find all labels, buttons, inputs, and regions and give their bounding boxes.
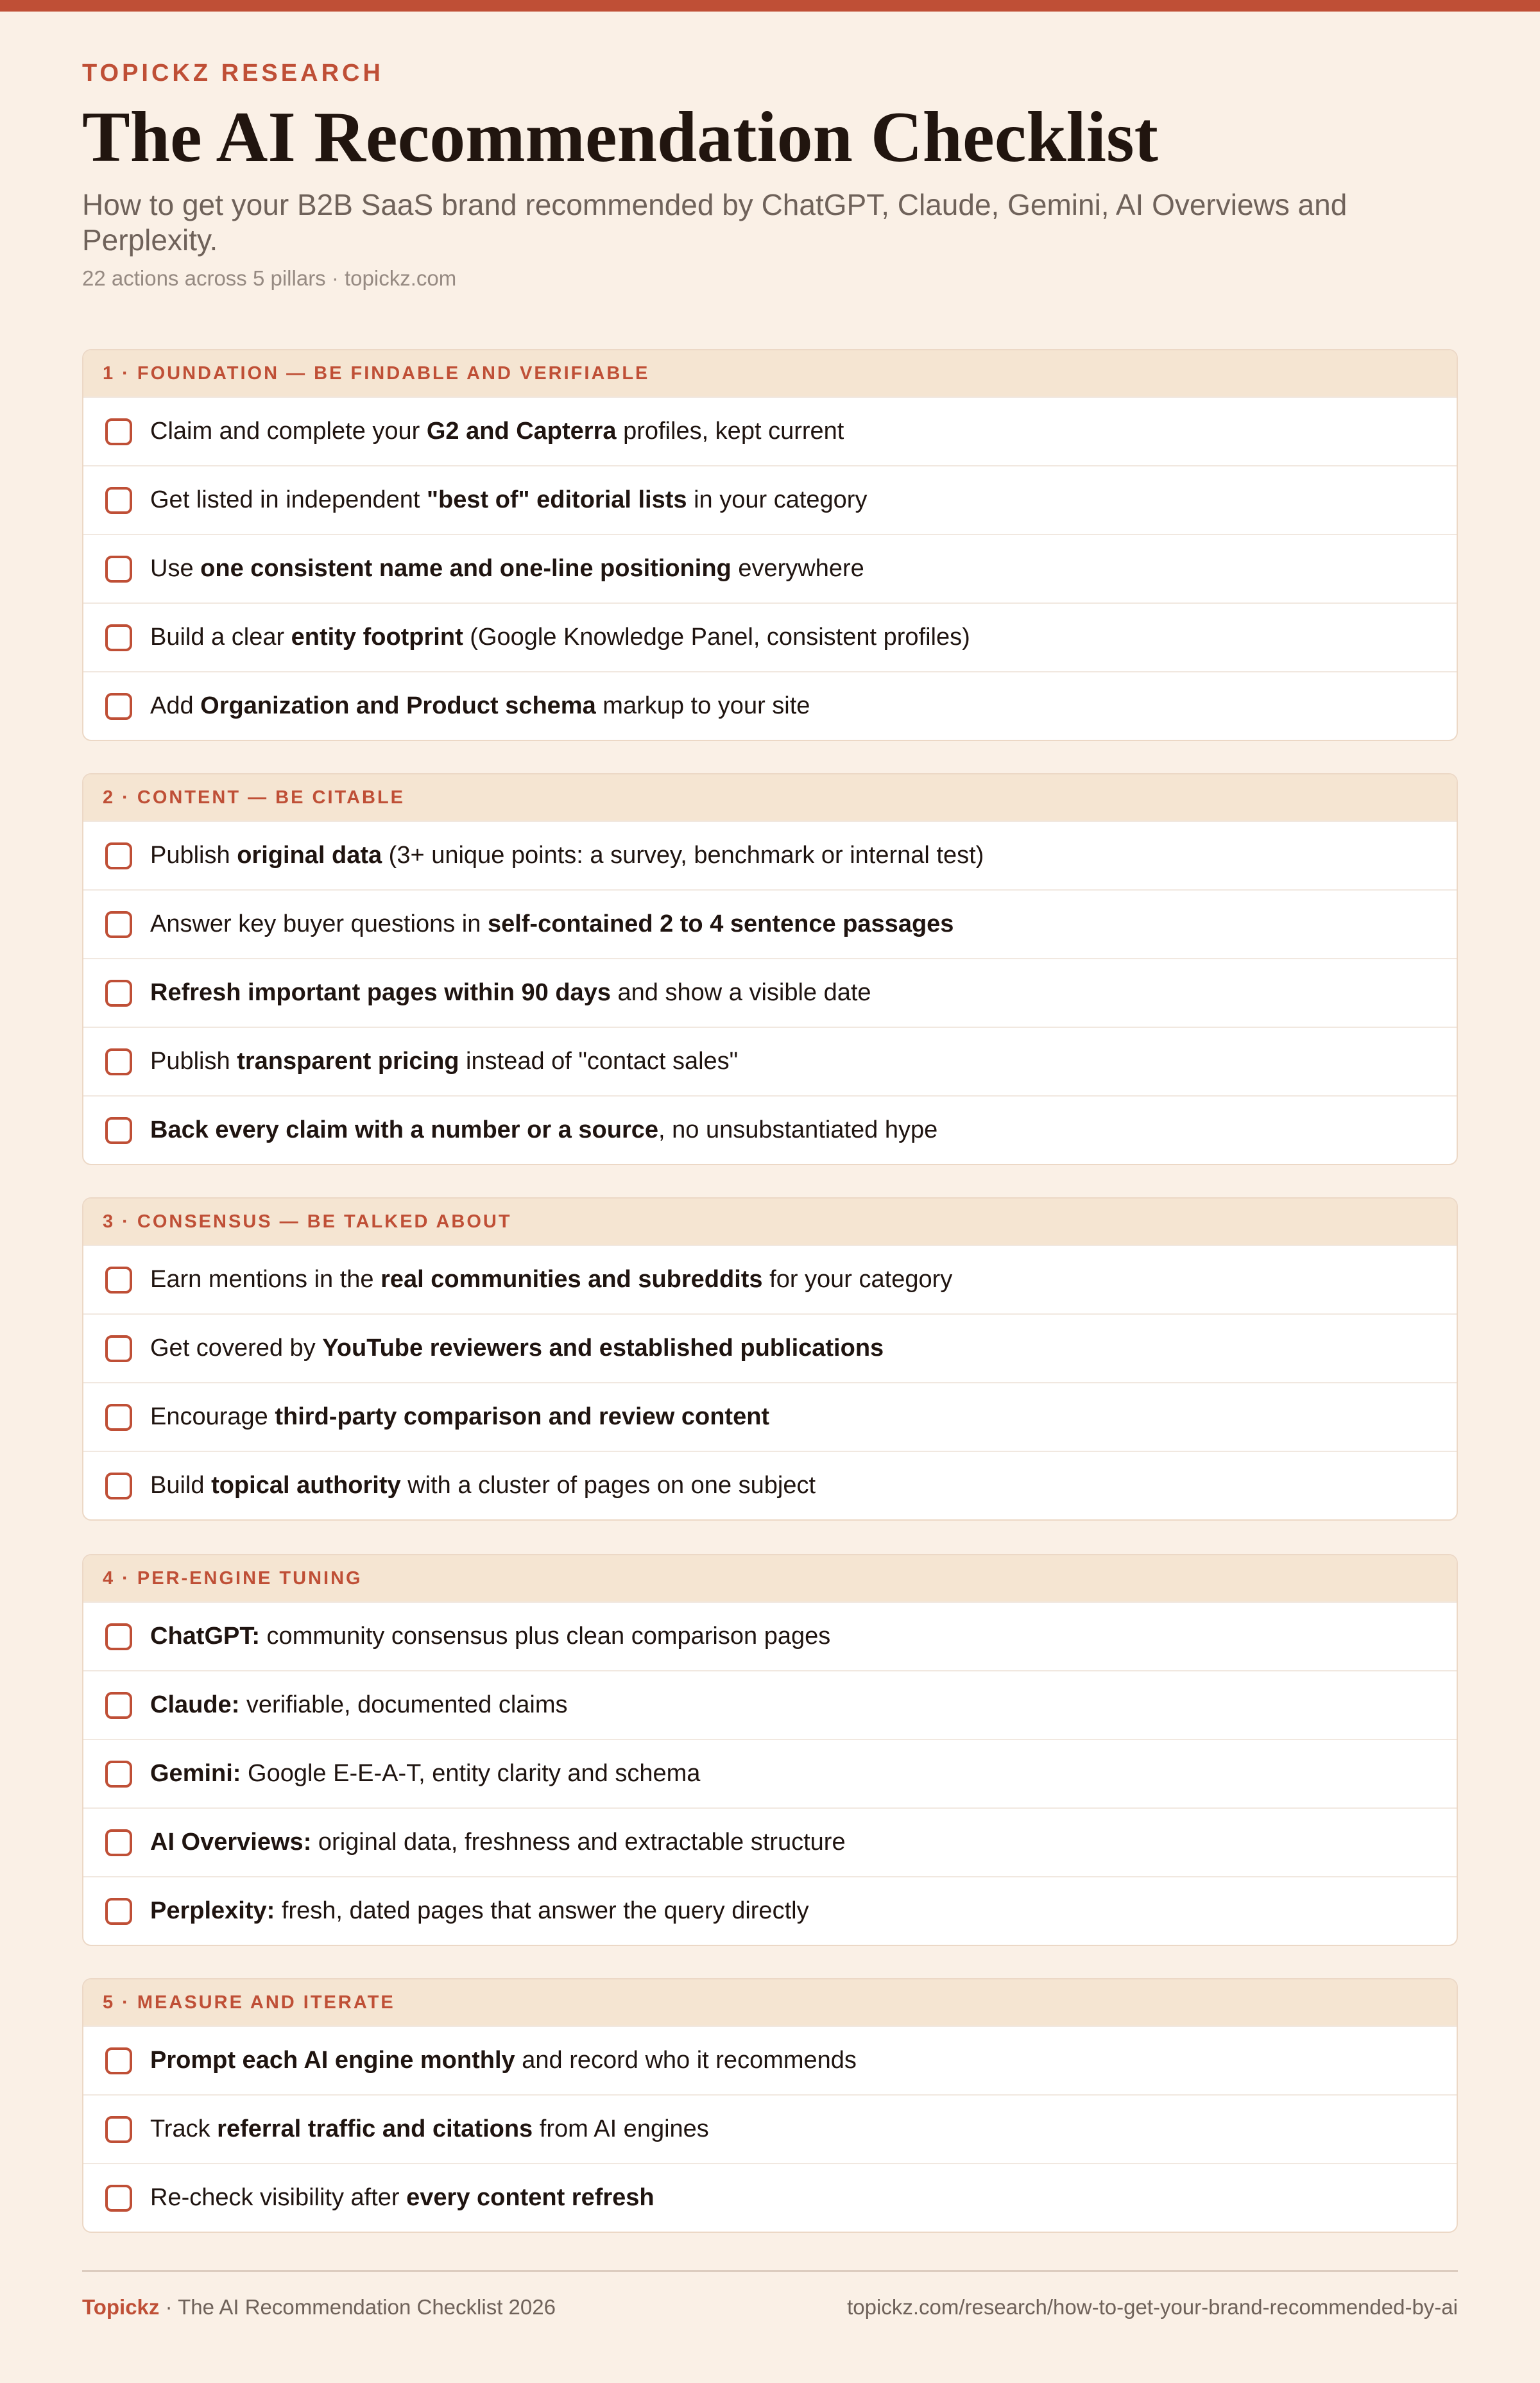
item-text-emphasis: every content refresh [406,2184,654,2211]
checklist-item[interactable] [83,821,1457,889]
checkbox[interactable] [105,487,132,514]
checklist-item[interactable] [83,958,1457,1027]
checkbox[interactable] [105,693,132,720]
checklist-section [82,1978,1458,2233]
item-text-post: , no unsubstantiated hype [658,1116,938,1143]
page-title: The AI Recommendation Checklist [82,98,1158,177]
checklist-item-text [150,1472,816,1499]
item-text-post: instead of "contact sales" [459,1048,739,1075]
item-text-pre: Earn mentions in the [150,1266,381,1293]
item-text-post: fresh, dated pages that answer the query directly [275,1897,809,1924]
item-text-emphasis: referral traffic and citations [217,2115,533,2142]
item-text-pre: Answer key buyer questions in [150,910,488,937]
checklist-item-text [150,692,810,720]
checklist-item[interactable] [83,2163,1457,2232]
footer-url[interactable]: topickz.com/research/how-to-get-your-brand-recommended-by-ai [847,2295,1458,2319]
item-text-pre: Build a clear [150,624,291,651]
item-text-emphasis: "best of" editorial lists [426,486,687,513]
footer-divider [82,2270,1458,2272]
checklist-item-text [150,486,867,514]
checkbox[interactable] [105,2185,132,2212]
item-text-pre: Encourage [150,1403,275,1430]
item-text-pre: Re-check visibility after [150,2184,407,2211]
checklist-item[interactable] [83,1670,1457,1739]
item-text-emphasis: topical authority [211,1472,401,1499]
checkbox[interactable] [105,624,132,651]
item-text-pre: Add [150,692,201,719]
checklist-item[interactable] [83,1739,1457,1807]
checkbox[interactable] [105,556,132,583]
item-text-emphasis: YouTube reviewers and established publications [322,1335,884,1362]
checklist-item[interactable] [83,1245,1457,1313]
item-text-post: with a cluster of pages on one subject [400,1472,816,1499]
checklist-item-text [150,1691,568,1719]
footer-left [82,2294,556,2320]
checklist-item-text [150,2047,857,2074]
item-text-pre: Track [150,2115,218,2142]
checklist-item[interactable] [83,1095,1457,1164]
section-heading: 2 · CONTENT — BE CITABLE [83,774,1457,821]
checklist-item-text [150,418,844,445]
checklist-section [82,349,1458,741]
item-text-post: (3+ unique points: a survey, benchmark or internal test) [382,842,984,869]
checklist-item[interactable] [83,1807,1457,1876]
checklist-item-text [150,1116,937,1144]
item-text-post: markup to your site [595,692,810,719]
item-text-post: for your category [762,1266,953,1293]
checklist-item[interactable] [83,671,1457,740]
section-heading: 3 · CONSENSUS — BE TALKED ABOUT [83,1199,1457,1245]
checklist-item[interactable] [83,1027,1457,1095]
footer-brand: Topickz [82,2295,160,2319]
item-text-post: and show a visible date [610,979,871,1006]
checkbox[interactable] [105,1623,132,1650]
item-text-emphasis: AI Overviews: [150,1829,312,1856]
item-text-emphasis: Claude: [150,1691,240,1718]
item-text-pre: Get listed in independent [150,486,427,513]
checklist-item[interactable] [83,1876,1457,1945]
checklist-item[interactable] [83,465,1457,534]
checkbox[interactable] [105,1761,132,1788]
checklist-item[interactable] [83,534,1457,602]
item-text-emphasis: G2 and Capterra [426,418,617,445]
footer-left-text: · The AI Recommendation Checklist 2026 [159,2295,556,2319]
page-subtitle: How to get your B2B SaaS brand recommended by ChatGPT, Claude, Gemini, AI Overviews and Perplexity. [82,188,1348,257]
item-text-emphasis: ChatGPT: [150,1623,260,1650]
checkbox[interactable] [105,418,132,445]
checkbox[interactable] [105,1267,132,1294]
checklist-item-text [150,979,871,1007]
item-text-post: from AI engines [533,2115,709,2142]
item-text-emphasis: Perplexity: [150,1897,275,1924]
checklist-item[interactable] [83,2094,1457,2163]
item-text-emphasis: Prompt each AI engine monthly [150,2047,515,2074]
item-text-emphasis: Organization and Product schema [200,692,596,719]
checklist-item[interactable] [83,1451,1457,1519]
checkbox[interactable] [105,1692,132,1719]
item-text-pre: Build [150,1472,212,1499]
item-text-post: in your category [687,486,868,513]
checklist-item[interactable] [83,397,1457,465]
item-text-post: and record who it recommends [515,2047,857,2074]
checklist-item[interactable] [83,1382,1457,1451]
item-text-post: everywhere [731,555,864,582]
checklist-item-text [150,1829,846,1856]
item-text-post: verifiable, documented claims [239,1691,568,1718]
checklist-item-text [150,1403,769,1431]
checklist-item[interactable] [83,1601,1457,1670]
checklist-item[interactable] [83,602,1457,671]
page-meta: 22 actions across 5 pillars · topickz.com [82,266,457,290]
checklist-item-text [150,1623,830,1650]
checklist-section [82,1197,1458,1521]
checkbox[interactable] [105,1335,132,1362]
checkbox[interactable] [105,2116,132,2143]
checklist-item[interactable] [83,1313,1457,1382]
checkbox[interactable] [105,1829,132,1856]
checklist-item-text [150,624,970,651]
item-text-pre: Claim and complete your [150,418,427,445]
checklist-item[interactable] [83,2026,1457,2094]
checklist-item-text [150,910,954,938]
item-text-emphasis: real communities and subreddits [381,1266,763,1293]
item-text-emphasis: third-party comparison and review content [275,1403,770,1430]
checkbox[interactable] [105,1404,132,1431]
checkbox[interactable] [105,1473,132,1499]
checklist-item-text [150,555,864,583]
item-text-emphasis: Gemini: [150,1760,241,1787]
checklist-item-text [150,1760,700,1788]
item-text-post: (Google Knowledge Panel, consistent profiles) [463,624,970,651]
checkbox[interactable] [105,911,132,938]
checkbox[interactable] [105,1048,132,1075]
item-text-emphasis: Refresh important pages within 90 days [150,979,611,1006]
checklist-item-text [150,1897,809,1925]
checklist-item-text [150,1335,884,1362]
checklist-item-text [150,842,984,869]
checkbox[interactable] [105,1117,132,1144]
brand-label: TOPICKZ RESEARCH [82,60,384,87]
item-text-emphasis: one consistent name and one-line positioning [200,555,732,582]
item-text-post: Google E-E-A-T, entity clarity and schema [241,1760,701,1787]
checklist-section [82,1554,1458,1946]
footer [82,2294,1458,2320]
item-text-pre: Publish [150,842,237,869]
item-text-emphasis: original data [237,842,382,869]
checklist-item-text [150,1048,738,1075]
checkbox[interactable] [105,842,132,869]
checklist-item[interactable] [83,889,1457,958]
item-text-pre: Get covered by [150,1335,323,1362]
checklist-section [82,773,1458,1165]
checklist-item-text [150,1266,952,1294]
item-text-post: community consensus plus clean comparison pages [260,1623,831,1650]
item-text-emphasis: Back every claim with a number or a source [150,1116,659,1143]
checklist-page [82,0,1458,2211]
item-text-post: profiles, kept current [616,418,844,445]
checkbox[interactable] [105,980,132,1007]
item-text-pre: Publish [150,1048,237,1075]
checklist-item-text [150,2184,654,2212]
item-text-emphasis: self-contained 2 to 4 sentence passages [487,910,954,937]
checklist-item-text [150,2115,709,2143]
item-text-pre: Use [150,555,201,582]
section-heading: 4 · PER-ENGINE TUNING [83,1555,1457,1601]
section-heading: 5 · MEASURE AND ITERATE [83,1979,1457,2026]
checkbox[interactable] [105,2047,132,2074]
item-text-emphasis: entity footprint [291,624,463,651]
section-heading: 1 · FOUNDATION — BE FINDABLE AND VERIFIABLE [83,350,1457,397]
item-text-post: original data, freshness and extractable structure [311,1829,846,1856]
item-text-emphasis: transparent pricing [237,1048,459,1075]
checkbox[interactable] [105,1898,132,1925]
